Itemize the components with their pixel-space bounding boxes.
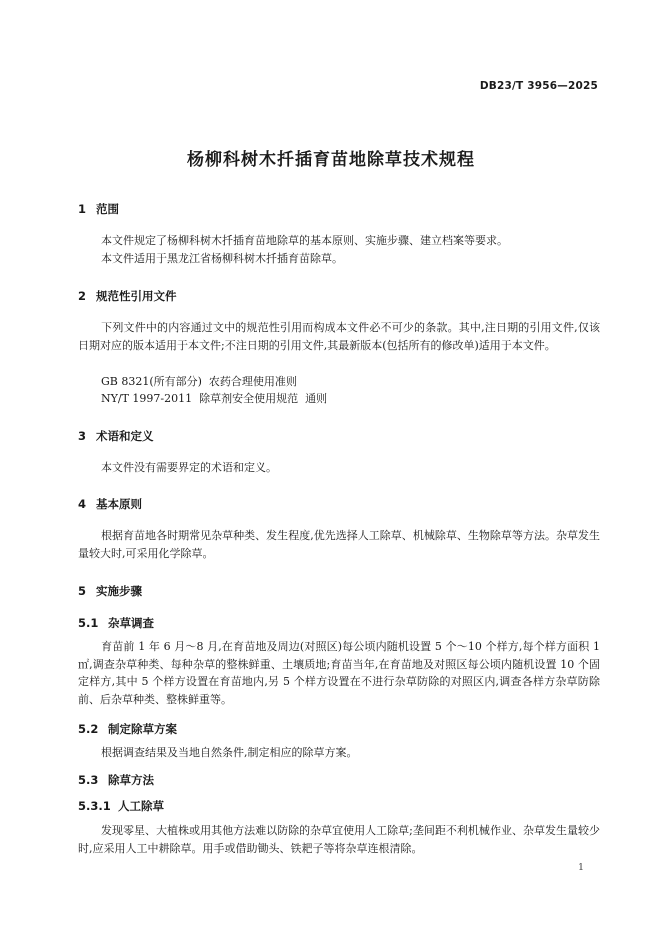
section-1-paragraph-2: 本文件适用于黑龙江省杨柳科树木扦插育苗除草。 <box>101 252 343 265</box>
section-3-heading <box>78 428 154 444</box>
section-number: 5.2 <box>78 722 99 736</box>
reference-item: NY/T 1997-2011 除草剂安全使用规范 通则 <box>101 392 328 405</box>
section-title: 制定除草方案 <box>108 722 177 736</box>
section-5-3-heading <box>78 772 154 788</box>
section-title: 术语和定义 <box>96 429 154 443</box>
section-number: 1 <box>78 202 87 216</box>
section-title: 范围 <box>96 202 119 216</box>
section-number: 5.3 <box>78 773 99 787</box>
section-4-paragraph-1: 根据育苗地各时期常见杂草种类、发生程度,优先选择人工除草、机械除草、生物除草等方法。杂草发生量较大时,可采用化学除草。 <box>78 529 600 560</box>
reference-item: GB 8321(所有部分) 农药合理使用准则 <box>101 375 297 388</box>
section-number: 5 <box>78 584 87 598</box>
section-5-3-1-paragraph-1: 发现零星、大植株或用其他方法难以防除的杂草宜使用人工除草;垄间距不利机械作业、杂草发生量较少时,应采用人工中耕除草。用手或借助锄头、铁耙子等将杂草连根清除。 <box>78 824 600 855</box>
section-5-1-paragraph-1: 育苗前 1 年 6 月～8 月,在育苗地及周边(对照区)每公顷内随机设置 5 个～10 个样方,每个样方面积 1 ㎡,调查杂草种类、每种杂草的整株鲜重、土壤质地;育苗当年,在育苗地及对照区每公顷内随机设置 10 个固定样方,其中 5 个样方设置在育苗地内,另 5 个样方设置在不进行杂草防除的对照区内,调查各样方杂草防除前、后杂草种类、整株鲜重等。 <box>78 640 600 706</box>
section-5-2-heading <box>78 721 177 737</box>
section-1-paragraph-1: 本文件规定了杨柳科树木扦插育苗地除草的基本原则、实施步骤、建立档案等要求。 <box>101 234 508 247</box>
section-title: 实施步骤 <box>96 584 142 598</box>
section-title: 规范性引用文件 <box>96 289 177 303</box>
section-number: 4 <box>78 497 87 511</box>
section-3-paragraph-1: 本文件没有需要界定的术语和定义。 <box>101 461 277 474</box>
section-title: 除草方法 <box>108 773 154 787</box>
section-title: 基本原则 <box>96 497 142 511</box>
section-4-heading <box>78 496 142 512</box>
section-1-heading <box>78 201 119 217</box>
section-5-2-paragraph-1: 根据调查结果及当地自然条件,制定相应的除草方案。 <box>101 746 358 759</box>
section-number: 2 <box>78 289 87 303</box>
section-5-heading <box>78 583 142 599</box>
section-number: 5.1 <box>78 616 99 630</box>
section-number: 3 <box>78 429 87 443</box>
section-5-3-1-heading <box>78 798 164 814</box>
section-title: 杂草调查 <box>108 616 154 630</box>
page-number: 1 <box>577 862 584 873</box>
section-number: 5.3.1 <box>78 799 111 813</box>
section-5-1-heading <box>78 615 154 631</box>
document-title: 杨柳科树木扦插育苗地除草技术规程 <box>187 150 475 170</box>
section-title: 人工除草 <box>118 799 164 813</box>
section-2-heading <box>78 288 177 304</box>
document-code: DB23/T 3956—2025 <box>479 80 598 92</box>
section-2-paragraph-1: 下列文件中的内容通过文中的规范性引用而构成本文件必不可少的条款。其中,注日期的引用文件,仅该日期对应的版本适用于本文件;不注日期的引用文件,其最新版本(包括所有的修改单)适用于本文件。 <box>78 321 600 352</box>
